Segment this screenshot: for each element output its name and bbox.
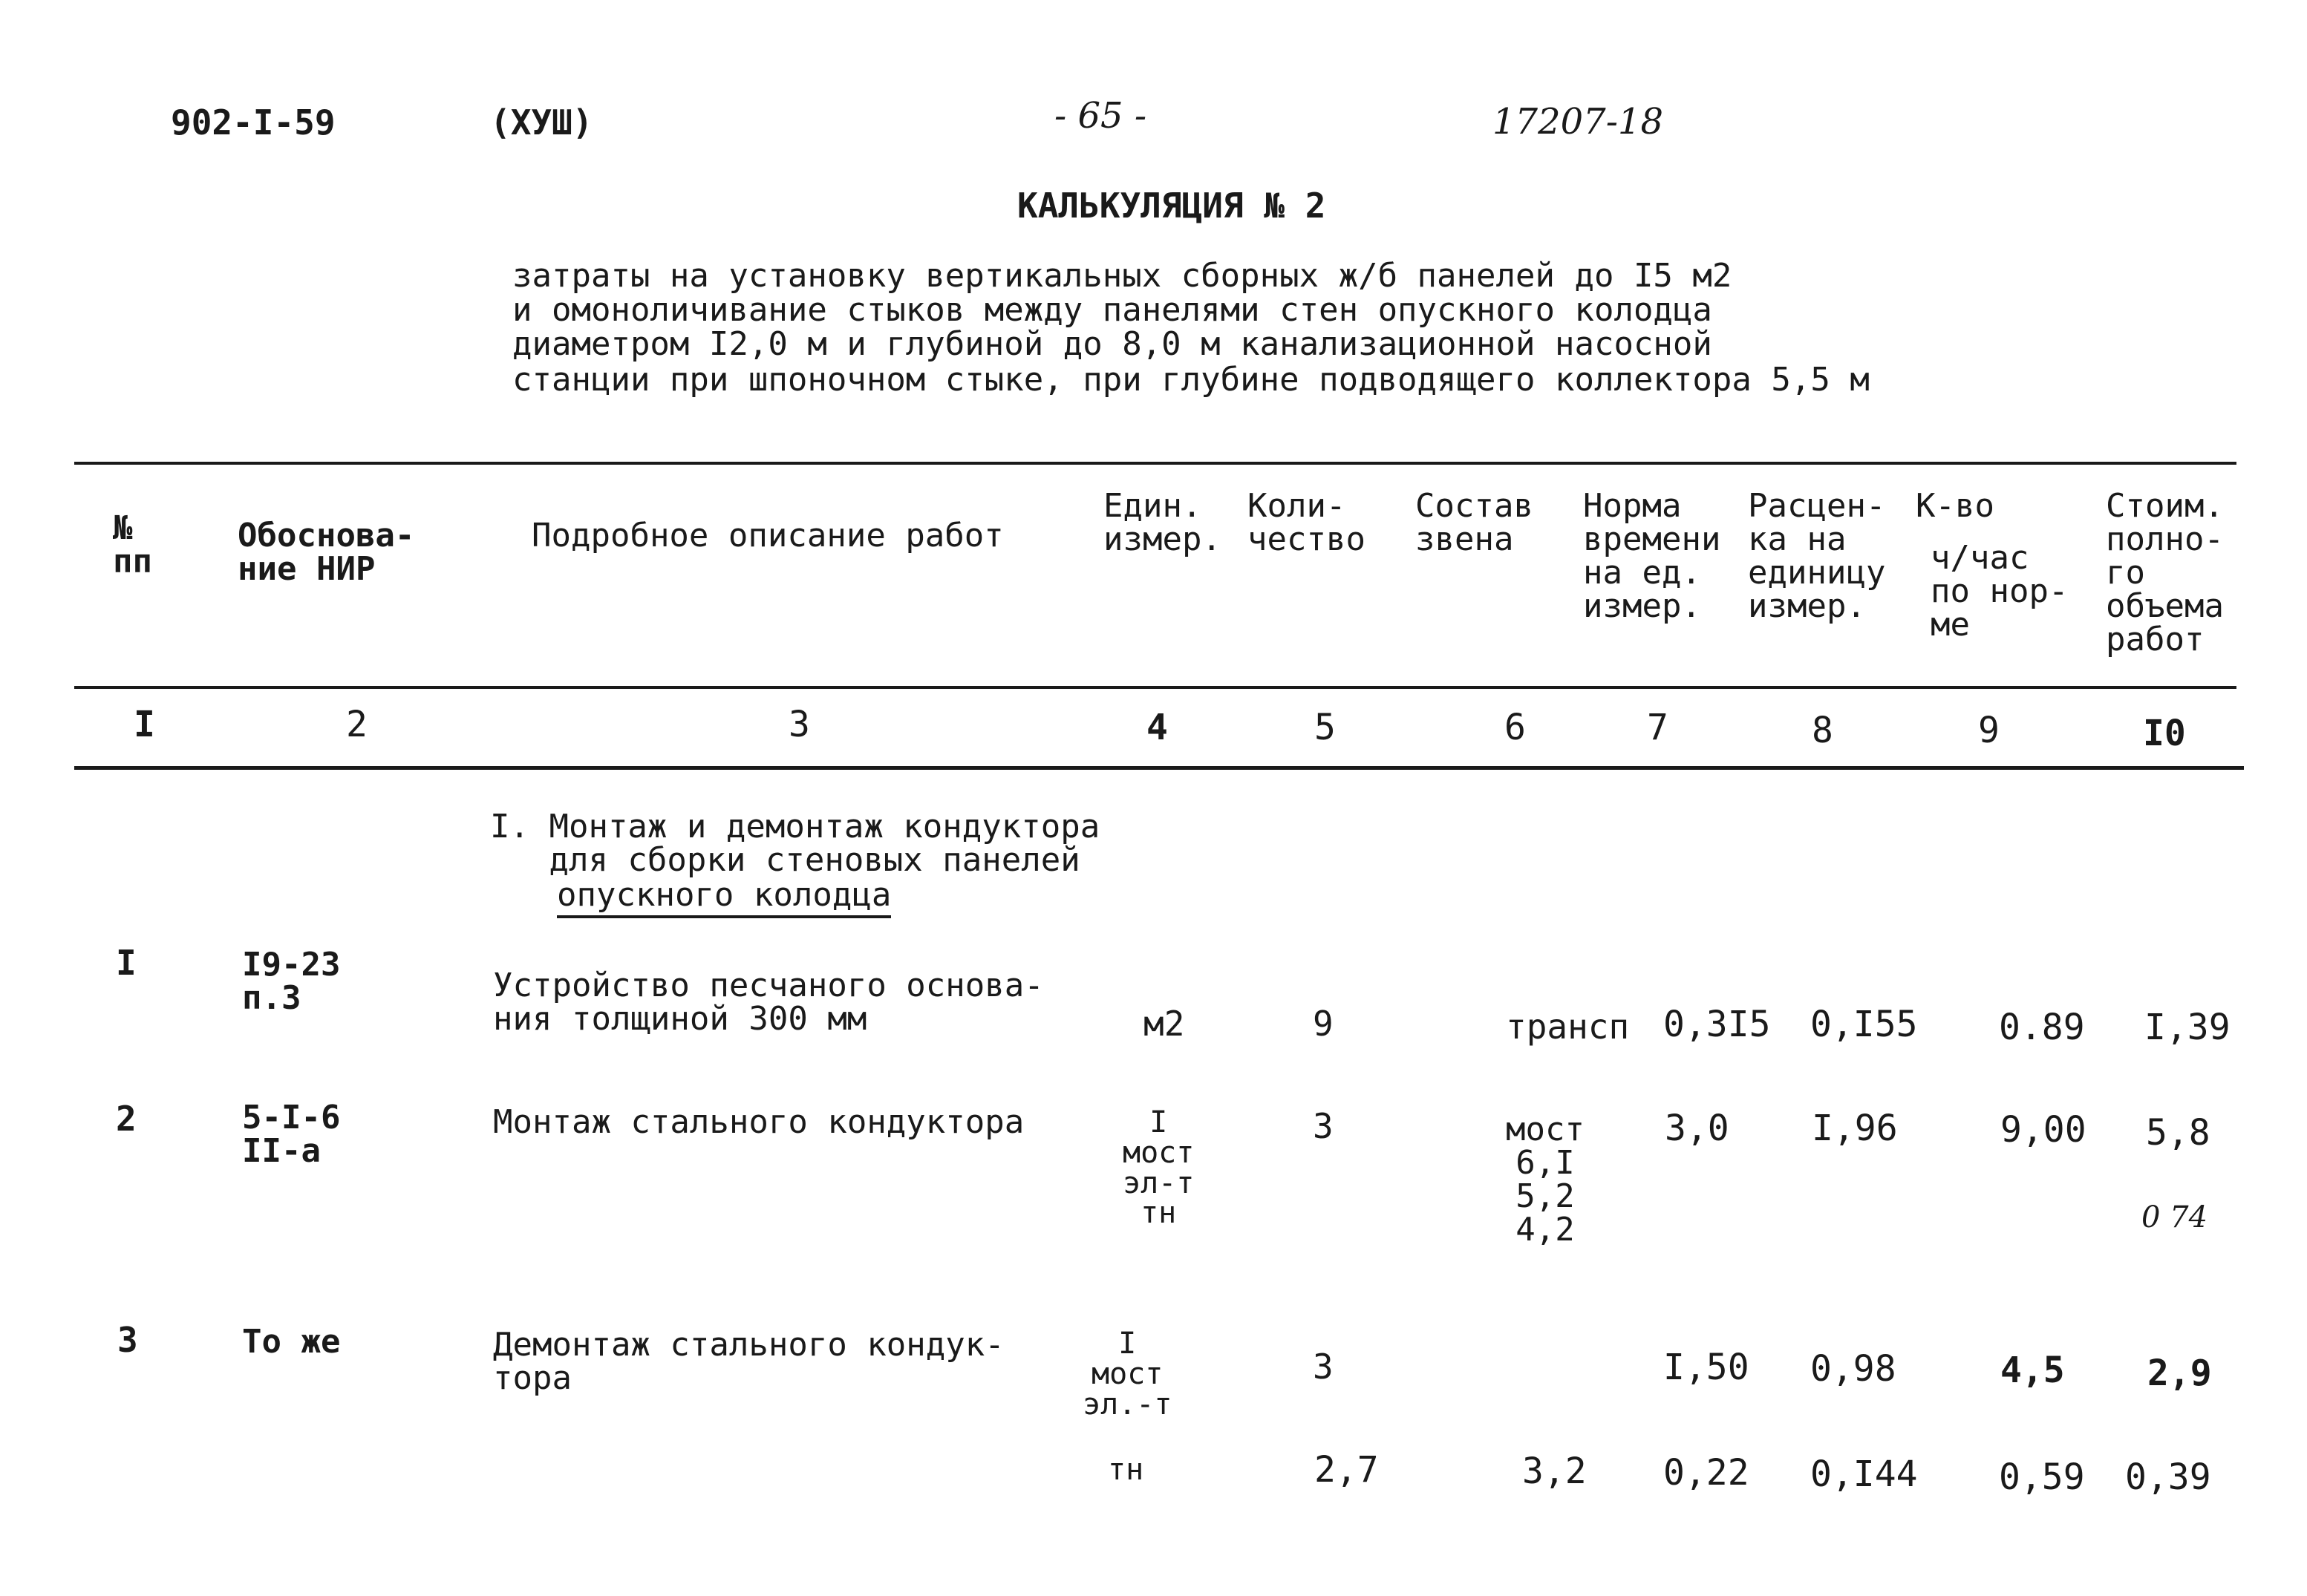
- header-description: Подробное описание работ: [532, 517, 1004, 555]
- section-title-underlined-text: опускного колодца: [557, 876, 891, 918]
- row-description: Устройство песчаного основа- ния толщиной 300 мм: [493, 967, 1044, 1038]
- row-hours: 4,5: [2000, 1350, 2065, 1391]
- row-hours: 0,59: [1999, 1456, 2085, 1498]
- header-norm: Норма времени на ед. измер.: [1583, 487, 1721, 625]
- row-cost: 0,39: [2125, 1456, 2211, 1498]
- project-code: 902-I-59: [171, 102, 336, 143]
- header-hours-sublabel: ч/час по нор- ме: [1931, 539, 2069, 644]
- page-number: - 65 -: [1054, 95, 1147, 137]
- column-number: 9: [1978, 710, 2000, 751]
- row-description: Демонтаж стального кондук- тора: [493, 1326, 1005, 1397]
- row-hours: 9,00: [2000, 1109, 2086, 1151]
- row-rate: 0,I44: [1810, 1453, 1918, 1495]
- table-top-rule: [74, 462, 2236, 465]
- header-basis: Обоснова- ние НИР: [238, 517, 415, 588]
- subtitle-line: станции при шпоночном стыке, при глубине подводящего коллектора 5,5 м: [512, 361, 1870, 399]
- column-number: 7: [1647, 707, 1668, 748]
- column-number: I: [134, 704, 155, 745]
- row-number: I: [116, 943, 137, 983]
- subtitle-line: и омоноличивание стыков между панелями стен опускного колодца: [512, 291, 1712, 329]
- row-crew: трансп: [1506, 1007, 1630, 1047]
- row-number: 3: [117, 1320, 138, 1360]
- row-basis: 5-I-6 II-а: [242, 1099, 341, 1170]
- row-description: Монтаж стального кондуктора: [493, 1103, 1025, 1141]
- row-norm: 0,3I5: [1663, 1004, 1771, 1045]
- row-cost: I,39: [2144, 1007, 2231, 1048]
- column-numbers-rule: [74, 766, 2244, 770]
- row-rate: I,96: [1812, 1108, 1898, 1149]
- header-bottom-rule: [74, 686, 2236, 689]
- header-quantity: Коли- чество: [1247, 487, 1365, 558]
- row-number: 2: [116, 1099, 137, 1139]
- column-number: 8: [1812, 710, 1833, 751]
- row-crew: 3,2: [1522, 1451, 1587, 1492]
- header-cost: Стоим. полно- го объема работ: [2106, 487, 2224, 658]
- subtitle-line: диаметром I2,0 м и глубиной до 8,0 м канализационной насосной: [512, 325, 1712, 363]
- row-quantity: 9: [1313, 1004, 1334, 1044]
- row-rate: 0,I55: [1810, 1004, 1918, 1045]
- row-rate: 0,98: [1810, 1348, 1896, 1390]
- row-quantity: 2,7: [1314, 1449, 1379, 1491]
- row-hours: 0.89: [1999, 1007, 2085, 1048]
- subtitle-line: затраты на установку вертикальных сборных ж/б панелей до I5 м2: [512, 257, 1732, 295]
- column-number: 5: [1314, 707, 1336, 748]
- row-unit: тн: [1108, 1453, 1144, 1487]
- header-hours-label: К-во: [1916, 487, 1994, 525]
- header-unit: Един. измер.: [1103, 487, 1221, 558]
- row-unit: I мост эл.-т: [1083, 1327, 1172, 1422]
- row-basis: I9-23 п.3: [242, 946, 341, 1017]
- row-quantity: 3: [1313, 1106, 1334, 1146]
- row-norm: 3,0: [1665, 1108, 1729, 1149]
- row-norm: 0,22: [1663, 1452, 1749, 1494]
- column-number: 6: [1504, 707, 1526, 748]
- row-unit: м2: [1143, 1004, 1185, 1044]
- row-cost: 2,9: [2147, 1353, 2212, 1394]
- row-quantity: 3: [1313, 1347, 1334, 1387]
- row-unit: I мост эл-т тн: [1123, 1105, 1195, 1231]
- section-title: I. Монтаж и демонтаж кондуктора для сборки стеновых панелей: [490, 808, 1100, 879]
- section-title-underlined: [557, 876, 892, 914]
- column-number: I0: [2143, 713, 2186, 754]
- document-title: КАЛЬКУЛЯЦИЯ № 2: [1017, 186, 1326, 226]
- row-cost: 5,8: [2146, 1112, 2210, 1154]
- row-norm: I,50: [1663, 1347, 1749, 1388]
- column-number: 2: [346, 704, 368, 745]
- column-number: 3: [789, 704, 810, 745]
- row-crew: мост 6,I 5,2 4,2: [1506, 1111, 1585, 1249]
- row-cost-handwritten-note: 0 74: [2141, 1200, 2208, 1234]
- header-crew: Состав звена: [1415, 487, 1533, 558]
- header-number: № пп: [113, 509, 152, 580]
- header-rate: Расцен- ка на единицу измер.: [1748, 487, 1886, 625]
- album-number: (ХУШ): [490, 102, 593, 143]
- row-basis: То же: [242, 1323, 341, 1361]
- column-number: 4: [1146, 707, 1168, 748]
- handwritten-reference: 17207-18: [1492, 101, 1663, 143]
